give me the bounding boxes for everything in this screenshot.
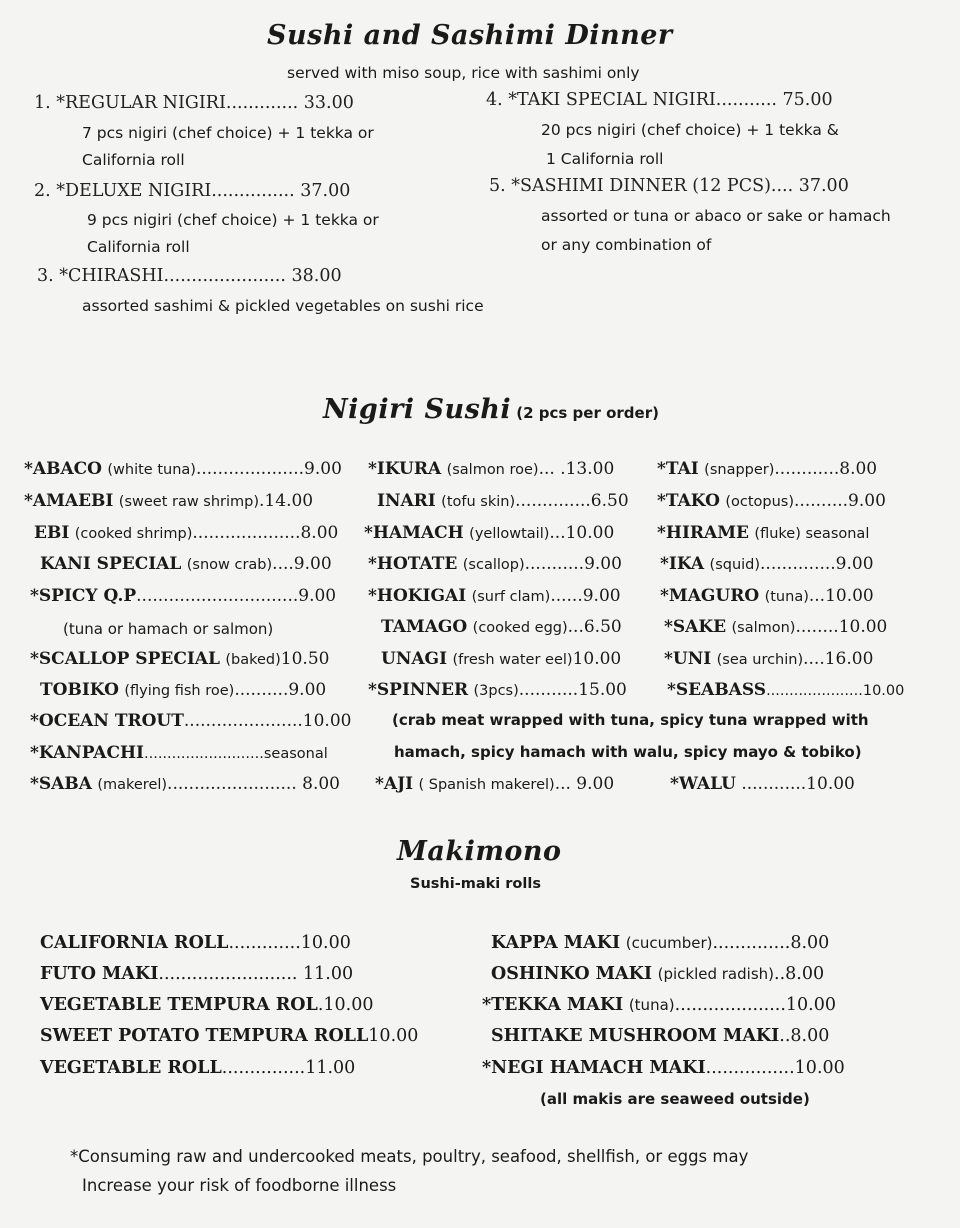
item-name: *IKURA [368,459,442,479]
item-name: SHITAKE MUSHROOM MAKI [491,1026,780,1046]
nigiri-item-scallop [30,649,329,669]
item-name: VEGETABLE ROLL [40,1058,222,1078]
item-desc: (cooked egg) [472,620,568,636]
item-price: ....................9.00 [195,459,342,479]
nigiri-item-unagi [381,649,621,669]
item-price: ....16.00 [803,649,874,669]
nigiri-item-hokigai [368,586,621,606]
dinner-item-4: 4. *TAKI SPECIAL NIGIRI........... 75.00 [486,90,833,110]
item-name: *SCALLOP SPECIAL [30,649,220,669]
item-price: 10.00 [572,649,622,669]
item-name: *HAMACH [364,523,464,543]
nigiri-item-inari [377,491,629,511]
dinner-item-3-desc: assorted sashimi & pickled vegetables on sushi rice [82,297,484,315]
item-name: *SPINNER [368,680,469,700]
item-name: TAMAGO [381,617,468,637]
item-name: *HIRAME [657,523,749,543]
item-price: ......9.00 [550,586,621,606]
item-desc: (tuna) [628,996,675,1014]
item-name: EBI [34,523,70,543]
nigiri-item-walu [670,774,855,794]
nigiri-item-abaco [24,459,342,479]
item-desc: (fresh water eel) [452,652,573,668]
item-price: 10.50 [280,649,330,669]
item-price: ...10.00 [549,523,615,543]
dinner-item-4-desc2: 1 California roll [546,150,664,168]
nigiri-item-ikura [368,459,614,479]
item-desc: (snow crab) [186,557,273,573]
nigiri-item-tai [657,459,877,479]
nigiri-item-ika [660,554,874,574]
item-desc: (squid) [709,557,761,573]
nigiri-item-tako [657,491,886,511]
dinner-item-5-desc2: or any combination of [541,236,712,254]
dinner-item-5-desc: assorted or tuna or abaco or sake or hamach [541,207,891,225]
nigiri-item-saba [30,774,340,794]
maki-item-veg-tempura [40,995,374,1015]
item-name: *IKA [660,554,705,574]
maki-item-sweet-potato [40,1026,418,1046]
nigiri-item-seabass [667,680,904,700]
spinner-note-2: hamach, spicy hamach with walu, spicy mayo & tobiko) [394,743,862,761]
maki-item-veg-roll [40,1058,355,1078]
nigiri-subtitle: (2 pcs per order) [516,404,659,422]
item-desc: (cooked shrimp) [74,526,193,542]
item-desc: (salmon) [731,620,796,636]
maki-item-futo [40,964,353,984]
item-name: *OCEAN TROUT [30,711,184,731]
item-price: ........10.00 [795,617,888,637]
item-name: FUTO MAKI [40,964,159,984]
dinner-item-1-desc2: California roll [82,151,185,169]
dinner-item-2-desc2: California roll [87,238,190,256]
item-price: ..8.00 [774,964,825,984]
item-price: ..........9.00 [234,680,327,700]
dinner-title: Sushi and Sashimi Dinner [267,20,673,51]
dinner-item-1: 1. *REGULAR NIGIRI............. 33.00 [34,93,354,113]
item-desc: (baked) [225,652,281,668]
dinner-item-5: 5. *SASHIMI DINNER (12 PCS).... 37.00 [489,176,849,196]
item-price: ....................8.00 [192,523,339,543]
maki-item-california [40,933,351,953]
nigiri-item-tobiko [40,680,326,700]
nigiri-item-sake [664,617,887,637]
nigiri-heading [323,394,659,425]
item-price: ............10.00 [735,774,855,794]
item-desc: (pickled radish) [657,965,774,983]
item-desc: (salmon roe) [446,462,539,478]
item-price: .10.00 [317,995,374,1015]
item-name: *ABACO [24,459,102,479]
nigiri-item-hamach [364,523,614,543]
item-desc: (flying fish roe) [124,683,235,699]
item-price: ... 9.00 [554,774,615,794]
nigiri-item-kanpachi [30,743,328,763]
item-desc: (snapper) [704,462,775,478]
item-desc: (cucumber) [625,934,713,952]
item-name: *HOTATE [368,554,458,574]
item-price: ..........9.00 [794,491,886,511]
item-desc: (sweet raw shrimp) [118,494,260,510]
item-name: *TEKKA MAKI [482,995,624,1015]
maki-item-kappa [491,933,829,953]
nigiri-item-hotate [368,554,622,574]
item-desc: (scallop) [462,557,525,573]
maki-item-negi-hamach [482,1058,845,1078]
item-price: ..8.00 [779,1026,830,1046]
item-name: *AMAEBI [24,491,114,511]
item-name: *KANPACHI [30,743,144,763]
item-name: *SEABASS [667,680,767,700]
item-price: ....................10.00 [674,995,836,1015]
item-price: ..............6.50 [515,491,629,511]
nigiri-item-tamago [381,617,622,637]
nigiri-item-spicy-qp [30,586,336,606]
maki-item-tekka [482,995,836,1015]
item-price: ..........................seasonal [144,746,328,762]
item-name: *WALU [670,774,736,794]
item-name: SWEET POTATO TEMPURA ROLL [40,1026,369,1046]
nigiri-title: Nigiri Sushi [323,394,512,425]
nigiri-item-uni [664,649,873,669]
item-price: ......................... 11.00 [158,964,354,984]
spinner-note-1: (crab meat wrapped with tuna, spicy tuna wrapped with [392,711,869,729]
maki-item-shitake [491,1026,829,1046]
item-price: ......................10.00 [183,711,352,731]
footer-warning-line-2: Increase your risk of foodborne illness [82,1176,397,1195]
item-price: 10.00 [368,1026,419,1046]
item-name: KANI SPECIAL [40,554,182,574]
item-name: TOBIKO [40,680,119,700]
nigiri-item-ocean-trout [30,711,351,731]
item-price: ....9.00 [272,554,332,574]
maki-note: (all makis are seaweed outside) [540,1090,810,1108]
dinner-item-2: 2. *DELUXE NIGIRI............... 37.00 [34,181,351,201]
item-desc: (yellowtail) [469,526,550,542]
item-name: *SABA [30,774,92,794]
dinner-item-4-desc: 20 pcs nigiri (chef choice) + 1 tekka & [541,121,839,139]
item-price: ..............9.00 [760,554,874,574]
nigiri-item-hirame [657,523,869,543]
dinner-subtitle: served with miso soup, rice with sashimi only [287,64,640,82]
item-price: ........................ 8.00 [167,774,340,794]
nigiri-item-kani [40,554,332,574]
item-name: *TAKO [657,491,720,511]
item-name: VEGETABLE TEMPURA ROL [40,995,318,1015]
item-desc: (tofu skin) [441,494,516,510]
item-desc: (white tuna) [107,462,196,478]
item-name: *SAKE [664,617,727,637]
item-desc: ( Spanish makerel) [418,777,555,793]
item-desc: (3pcs) [473,683,519,699]
spicy-qp-desc: (tuna or hamach or salmon) [63,620,274,638]
item-price: ...10.00 [808,586,874,606]
item-price: .....................10.00 [766,683,905,699]
item-price: .............10.00 [228,933,351,953]
item-price: ... .13.00 [538,459,615,479]
item-price: ...........15.00 [518,680,627,700]
nigiri-item-ebi [34,523,338,543]
item-name: *TAI [657,459,699,479]
nigiri-item-amaebi [24,491,313,511]
item-name: INARI [377,491,436,511]
item-name: *SPICY Q.P [30,586,137,606]
item-price: ............8.00 [774,459,878,479]
item-desc: (surf clam) [471,589,551,605]
item-name: OSHINKO MAKI [491,964,653,984]
maki-title: Makimono [397,836,562,867]
item-desc: (sea urchin) [716,652,804,668]
item-price: ...6.50 [567,617,622,637]
item-name: *HOKIGAI [368,586,467,606]
nigiri-item-maguro [660,586,874,606]
dinner-item-3: 3. *CHIRASHI...................... 38.00 [37,266,342,286]
item-name: *UNI [664,649,712,669]
item-name: UNAGI [381,649,448,669]
item-price: ...........9.00 [524,554,622,574]
item-name: KAPPA MAKI [491,933,621,953]
maki-subtitle: Sushi-maki rolls [410,876,541,892]
item-desc: (fluke) seasonal [754,526,870,542]
item-name: *NEGI HAMACH MAKI [482,1058,706,1078]
item-price: ..............................9.00 [136,586,337,606]
footer-warning-line-1: *Consuming raw and undercooked meats, poultry, seafood, shellfish, or eggs may [70,1147,749,1166]
maki-item-oshinko [491,964,824,984]
item-desc: (makerel) [97,777,168,793]
item-price: ...............11.00 [221,1058,356,1078]
item-price: ..............8.00 [712,933,830,953]
item-desc: (octopus) [725,494,795,510]
item-name: *MAGURO [660,586,760,606]
item-desc: (tuna) [764,589,809,605]
dinner-item-2-desc: 9 pcs nigiri (chef choice) + 1 tekka or [87,211,379,229]
item-price: .14.00 [259,491,314,511]
nigiri-item-aji [375,774,614,794]
item-price: ................10.00 [705,1058,845,1078]
nigiri-item-spinner [368,680,627,700]
item-name: *AJI [375,774,414,794]
dinner-item-1-desc: 7 pcs nigiri (chef choice) + 1 tekka or [82,124,374,142]
item-name: CALIFORNIA ROLL [40,933,229,953]
